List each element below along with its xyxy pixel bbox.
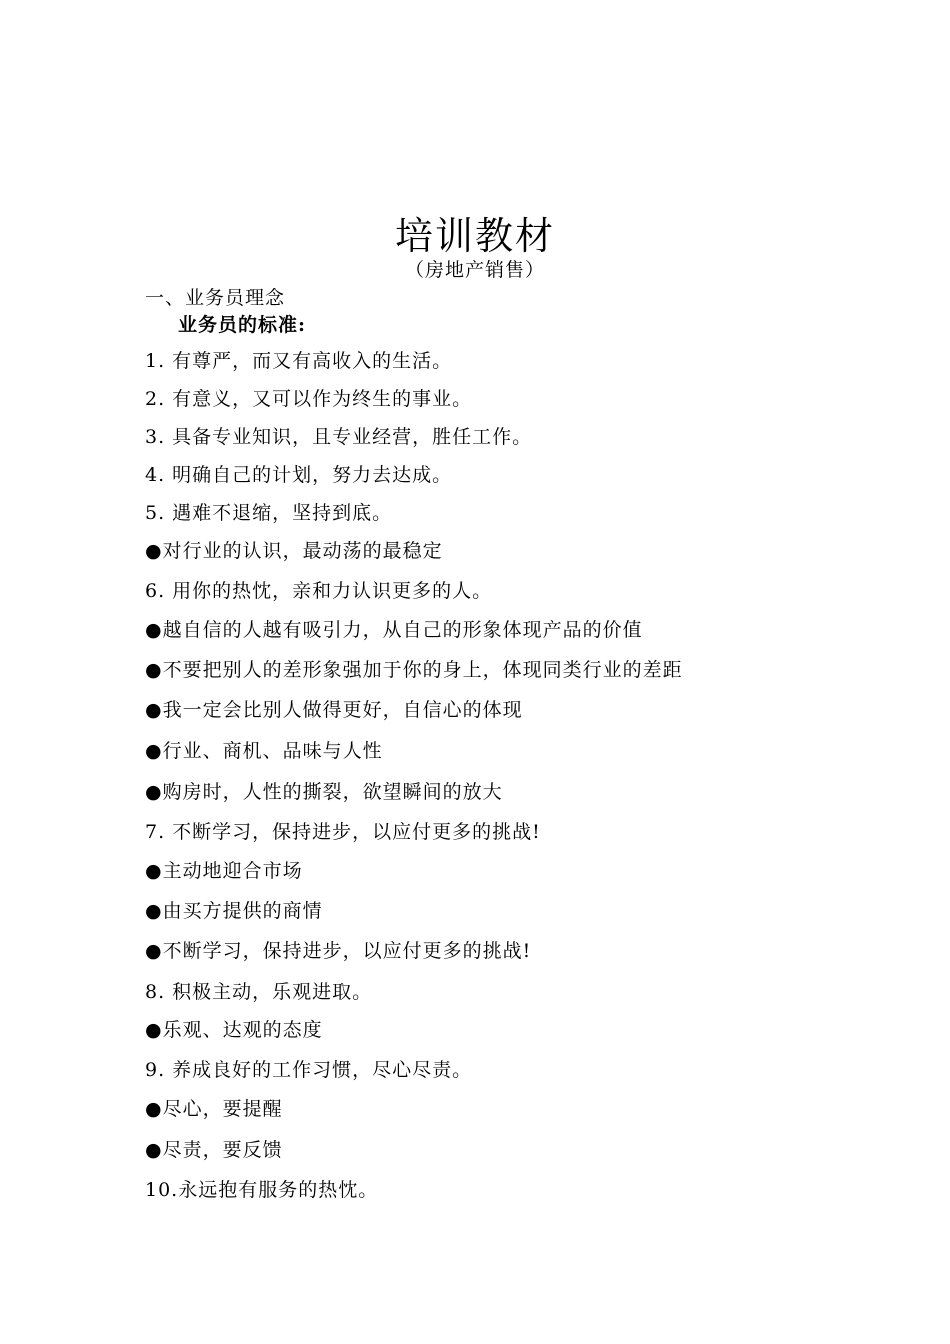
document-subtitle: （房地产销售） [404, 259, 545, 281]
list-item: 5. 遇难不退缩，坚持到底。 [145, 502, 393, 524]
list-item: 3. 具备专业知识，且专业经营，胜任工作。 [145, 426, 533, 448]
list-item: 7. 不断学习，保持进步，以应付更多的挑战! [145, 821, 541, 843]
list-item: 4. 明确自己的计划，努力去达成。 [145, 464, 453, 486]
list-item: ●由买方提供的商情 [145, 900, 323, 922]
list-item: ●购房时，人性的撕裂，欲望瞬间的放大 [145, 781, 503, 803]
list-item: 6. 用你的热忱，亲和力认识更多的人。 [145, 580, 493, 602]
list-item: ●尽责，要反馈 [145, 1139, 283, 1161]
list-item: 10.永远抱有服务的热忱。 [145, 1179, 379, 1201]
subheading: 业务员的标准: [178, 314, 307, 336]
list-item: ●我一定会比别人做得更好，自信心的体现 [145, 699, 523, 721]
section-heading: 一、业务员理念 [145, 287, 286, 309]
list-item: 8. 积极主动，乐观进取。 [145, 981, 373, 1003]
list-item: ●不要把别人的差形象强加于你的身上，体现同类行业的差距 [145, 659, 683, 681]
list-item: ●乐观、达观的态度 [145, 1019, 323, 1041]
list-item: 1. 有尊严，而又有高收入的生活。 [145, 350, 453, 372]
list-item: ●主动地迎合市场 [145, 860, 303, 882]
list-item: ●尽心，要提醒 [145, 1098, 283, 1120]
list-item: 2. 有意义，又可以作为终生的事业。 [145, 388, 473, 410]
document-title: 培训教材 [394, 214, 555, 258]
list-item: 9. 养成良好的工作习惯，尽心尽责。 [145, 1059, 473, 1081]
list-item: ●不断学习，保持进步，以应付更多的挑战! [145, 940, 532, 962]
list-item: ●对行业的认识，最动荡的最稳定 [145, 540, 443, 562]
list-item: ●越自信的人越有吸引力，从自己的形象体现产品的价值 [145, 619, 643, 641]
list-item: ●行业、商机、品味与人性 [145, 740, 383, 762]
